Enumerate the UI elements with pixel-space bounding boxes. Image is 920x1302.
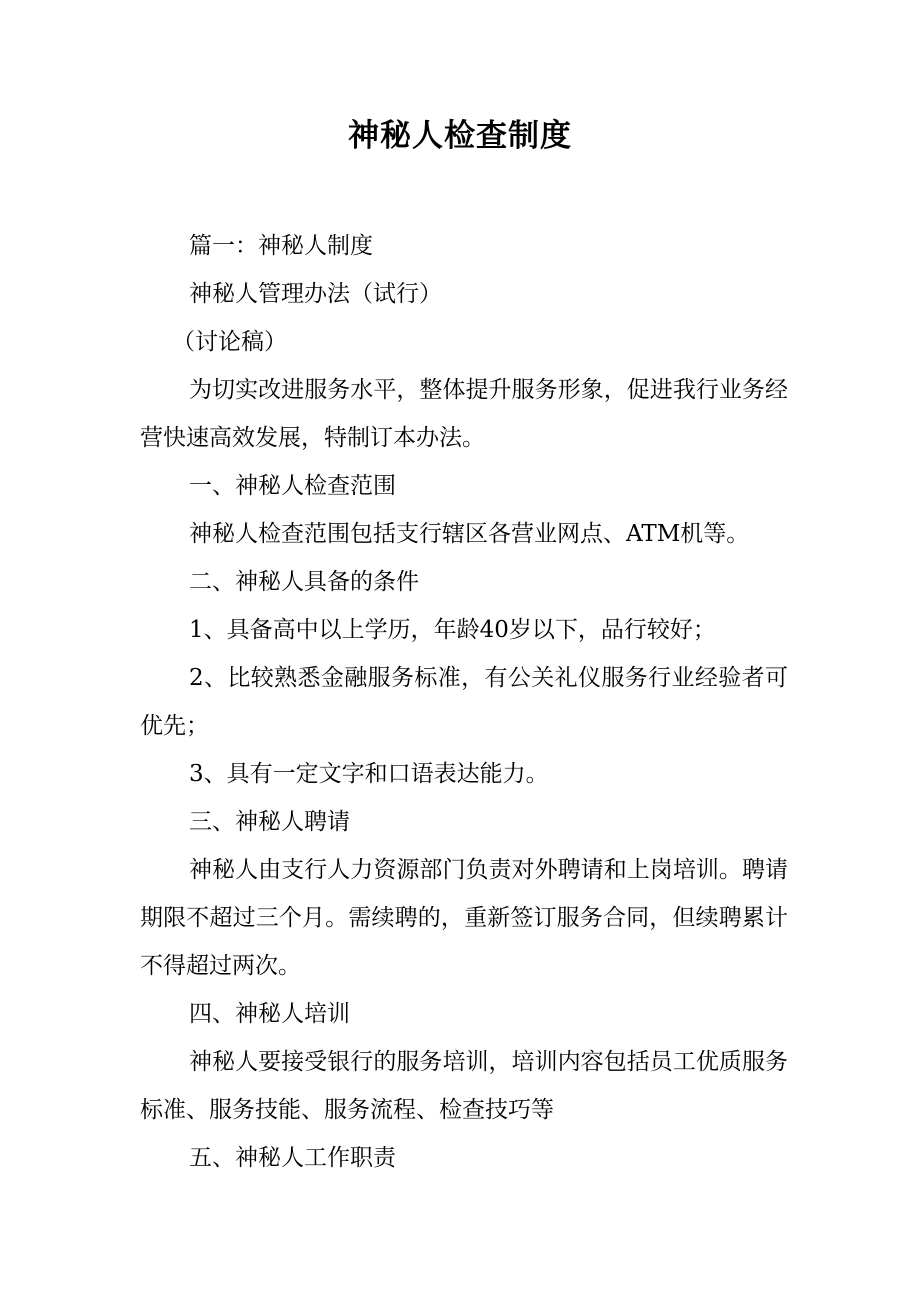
intro-paragraph: 为切实改进服务水平，整体提升服务形象，促进我行业务经营快速高效发展，特制订本办法。 bbox=[140, 377, 788, 451]
section-heading-2: 二、神秘人具备的条件 bbox=[189, 569, 419, 595]
condition-item-1: 1、具备高中以上学历，年龄40岁以下，品行较好； bbox=[189, 617, 716, 643]
document-body bbox=[140, 222, 788, 1182]
section-1-text: 神秘人检查范围包括支行辖区各营业网点、ATM机等。 bbox=[189, 521, 750, 547]
draft-note: （讨论稿） bbox=[172, 329, 287, 355]
section-heading-part-one: 篇一：神秘人制度 bbox=[189, 233, 373, 259]
condition-item-3: 3、具有一定文字和口语表达能力。 bbox=[189, 761, 549, 787]
document-title: 神秘人检查制度 bbox=[348, 118, 572, 154]
regulation-title: 神秘人管理办法（试行） bbox=[189, 281, 442, 307]
section-heading-1: 一、神秘人检查范围 bbox=[189, 473, 396, 499]
section-heading-4: 四、神秘人培训 bbox=[189, 1001, 350, 1027]
condition-item-2: 2、比较熟悉金融服务标准，有公关礼仪服务行业经验者可优先； bbox=[140, 665, 788, 739]
section-heading-5: 五、神秘人工作职责 bbox=[189, 1145, 396, 1171]
section-heading-3: 三、神秘人聘请 bbox=[189, 809, 350, 835]
section-3-text: 神秘人由支行人力资源部门负责对外聘请和上岗培训。聘请期限不超过三个月。需续聘的，重新签订服务合同，但续聘累计不得超过两次。 bbox=[140, 857, 788, 979]
section-4-text: 神秘人要接受银行的服务培训，培训内容包括员工优质服务标准、服务技能、服务流程、检查技巧等 bbox=[140, 1049, 788, 1123]
